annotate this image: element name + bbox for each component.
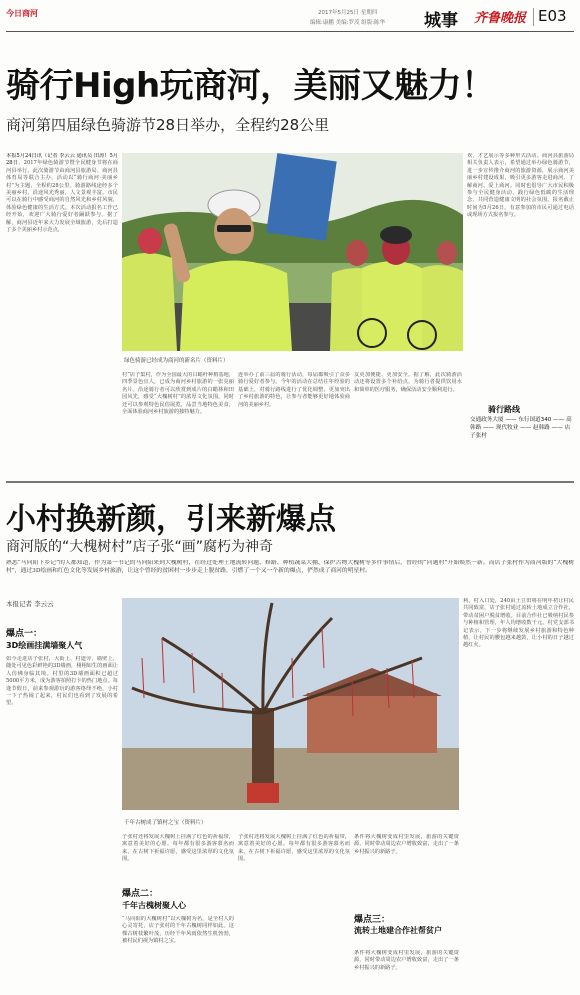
article2-col5: 利，村入口处，240亩土豆田将在明年初让村民共同致富，店子张村通过流转土地成立合作社，带动贫困户脱贫增收。目前合作社已吸纳村民参与种植和管理，年人均增收数千元。村党支部书记表示，下一步将继续发展乡村旅游和特色种植，让村民的腰包越来越鼓，让小村的日子越过越红火。 xyxy=(463,598,574,649)
article2-col2: “马向阳的大槐树村”以大槐树为名，是全村人的心灵寄托，店子张村的千年古槐树同样如此。这棵古树枝繁叶茂，历经千年风雨依然生机勃勃，被村民们视为镇村之宝。 xyxy=(122,916,234,945)
ancient-tree-caption: 千年古树成了镇村之宝（资料片） xyxy=(124,820,207,826)
masthead-rule xyxy=(6,31,574,32)
article1-col2: 村”店子集村，作为全国最大的白蜡杆种植基地，四季景色宜人，已成为商河乡村旅游的一张亮丽名片。沿途骑行者可以欣赏到成片的白蜡林和田园风光，感受“大槐树村”的浓厚文化氛围，同时还可以参观特色民俗展览，品尝当地特色美食，全面体验商河乡村旅游的独特魅力。 xyxy=(122,372,234,416)
article1-subhead: 商河第四届绿色骑游节28日举办，全程约28公里 xyxy=(6,116,330,134)
point2-subtitle: 千年古槐树聚人心 xyxy=(122,901,186,910)
page-number: E03 xyxy=(538,7,567,25)
article2-headline: 小村换新颜，引来新爆点 xyxy=(6,502,336,537)
section-tag: 今日商河 xyxy=(6,9,38,18)
paper-logo: 齐鲁晚报 xyxy=(474,11,527,26)
article2-subhead: 商河版的“大槐树村”店子张“画”腐朽为神奇 xyxy=(6,539,274,555)
masthead-divider xyxy=(533,8,534,26)
point3-title: 爆点三： xyxy=(354,915,391,925)
article1-col3: 连举办了前三届的骑行活动，每届都吸引了众多骑行爱好者参与。今年的活动在总结往年经验的基础上，对骑行路线进行了优化调整，更加突出了乡村旅游的特色，让参与者能够更好地体验商河的美丽乡村。 xyxy=(238,372,350,408)
route-text: 交通政务大厦 —— 东行国道340 —— 高韩路 —— 现代牧业 —— 赵韩路 —— 店子张村 xyxy=(470,417,572,439)
article1-col5: 欢，才艺展示等多种形式活动。商河县旅游局相关负责人表示，希望通过举办绿色骑游节，进一步宣传推介商河的旅游资源，展示商河美丽乡村建设成果，吸引更多游客走进商河、了解商河、爱上商河。同时也倡导广大市民积极参与全民健身活动，践行绿色低碳的生活理念，共同营造健康文明的社会氛围。报名截止时间为5月26日，有意参加的市民可通过电话或现场方式报名参与。 xyxy=(467,153,574,219)
article1-col1 xyxy=(6,153,118,447)
section-name: 城事 xyxy=(424,11,458,31)
date-line: 2017年5月25日 星期四 xyxy=(318,10,378,16)
article2-col4-bottom: 条件将大槐树变成村里发展，旅游的关键资源，同时带动周边农户增收致富，走出了一条乡村振兴的新路子。 xyxy=(354,950,459,971)
point1-subtitle: 3D绘画挂满墙聚人气 xyxy=(6,641,83,650)
article-divider xyxy=(6,481,574,483)
article2-col2-top: 子张村还将发展大槐树上挂满了红色的祈福带，寓意着美好的心愿。每年都有很多游客慕名而来，在古树下祈福许愿，感受这里浓厚的文化氛围。 xyxy=(122,834,234,863)
editors-line: 编辑:康鹏 美编:罗茂 组版:陈华 xyxy=(310,20,386,26)
ancient-tree-photo xyxy=(122,598,459,810)
article2-byline: 本报记者 李云云 xyxy=(6,600,54,608)
article2-lead: 熟悉“马向阳下乡记”的人都知道，作为第一书记的马向阳来到大槐树村，在经过处理土地流转问题、修路、种植蔬菜大棚、保护古物大槐树等多件事情后，曾经的“问题村”开始焕然一新。而店子张村作为商河版的“大槐树村”，通过3D绘画和红色文化等发展乡村旅游，让这个曾经的贫困村一步步走上脱贫路，引燃了一个又一个新的爆点，俨然成了商河的明星村。 xyxy=(6,560,574,574)
cyclists-photo xyxy=(122,153,463,351)
point1-title: 爆点一： xyxy=(6,629,43,639)
article1-col1-text: ，2017年绿色骑游节暨全民健身节将在商河县举行。此次骑游节由商河县旅游局、商河县体育局等联合主办，活动以“骑行商河·美丽乡村”为主题，全程约28公里。骑游路线途经多个美丽乡村，沿途风光秀丽，人文景观丰富。市民可以在骑行中感受商河的自然风光和乡村风貌，体验绿色健康的生活方式。本次活动报名工作已经开始，欢迎广大骑行爱好者踊跃参与。据了解，商河县近年来大力发展全域旅游，先后打造了多个美丽乡村示范点， xyxy=(6,160,118,234)
article1-headline: 骑行High玩商河，美丽又魅力！ xyxy=(6,66,495,106)
point3-subtitle: 流转土地建合作社帮贫户 xyxy=(354,926,442,935)
article2-col4: 条件将大槐树变成村里发展，旅游的关键资源，同时带动周边农户增收致富，走出了一条乡村振兴的新路子。 xyxy=(354,834,459,855)
route-title: 骑行路线 xyxy=(488,405,520,414)
article1-byline: 本报5月24日讯（记者 李云云 通讯员 田涛）5月28日 xyxy=(6,153,118,167)
point2-title: 爆点二： xyxy=(122,889,159,899)
article1-col4: 友更加便捷、更加安全。据了解，此次骑游活动还将设置多个补给点，为骑行者提供饮用水和简单的医疗服务，确保活动安全顺利进行。 xyxy=(354,372,462,393)
cyclists-photo-caption: 绿色骑游已经成为商河的新名片（资料片） xyxy=(124,358,229,364)
article2-col1: 如今走进店子张村，大街上、村道旁、墙壁上，随处可见色彩鲜艳的3D墙画，栩栩如生的画面让人仿佛身临其境。村里的3D墙画面积已超过5000平方米，成为游客拍照打卡的热门地点。每逢节假日，前来参观游玩的游客络绎不绝，小村一下子热闹了起来，村民们也看到了发展的希望。 xyxy=(6,656,118,707)
article2-col3: 子张村还将发展大槐树上挂满了红色的祈福带，寓意着美好的心愿。每年都有很多游客慕名而来，在古树下祈福许愿，感受这里浓厚的文化氛围。 xyxy=(238,834,350,863)
